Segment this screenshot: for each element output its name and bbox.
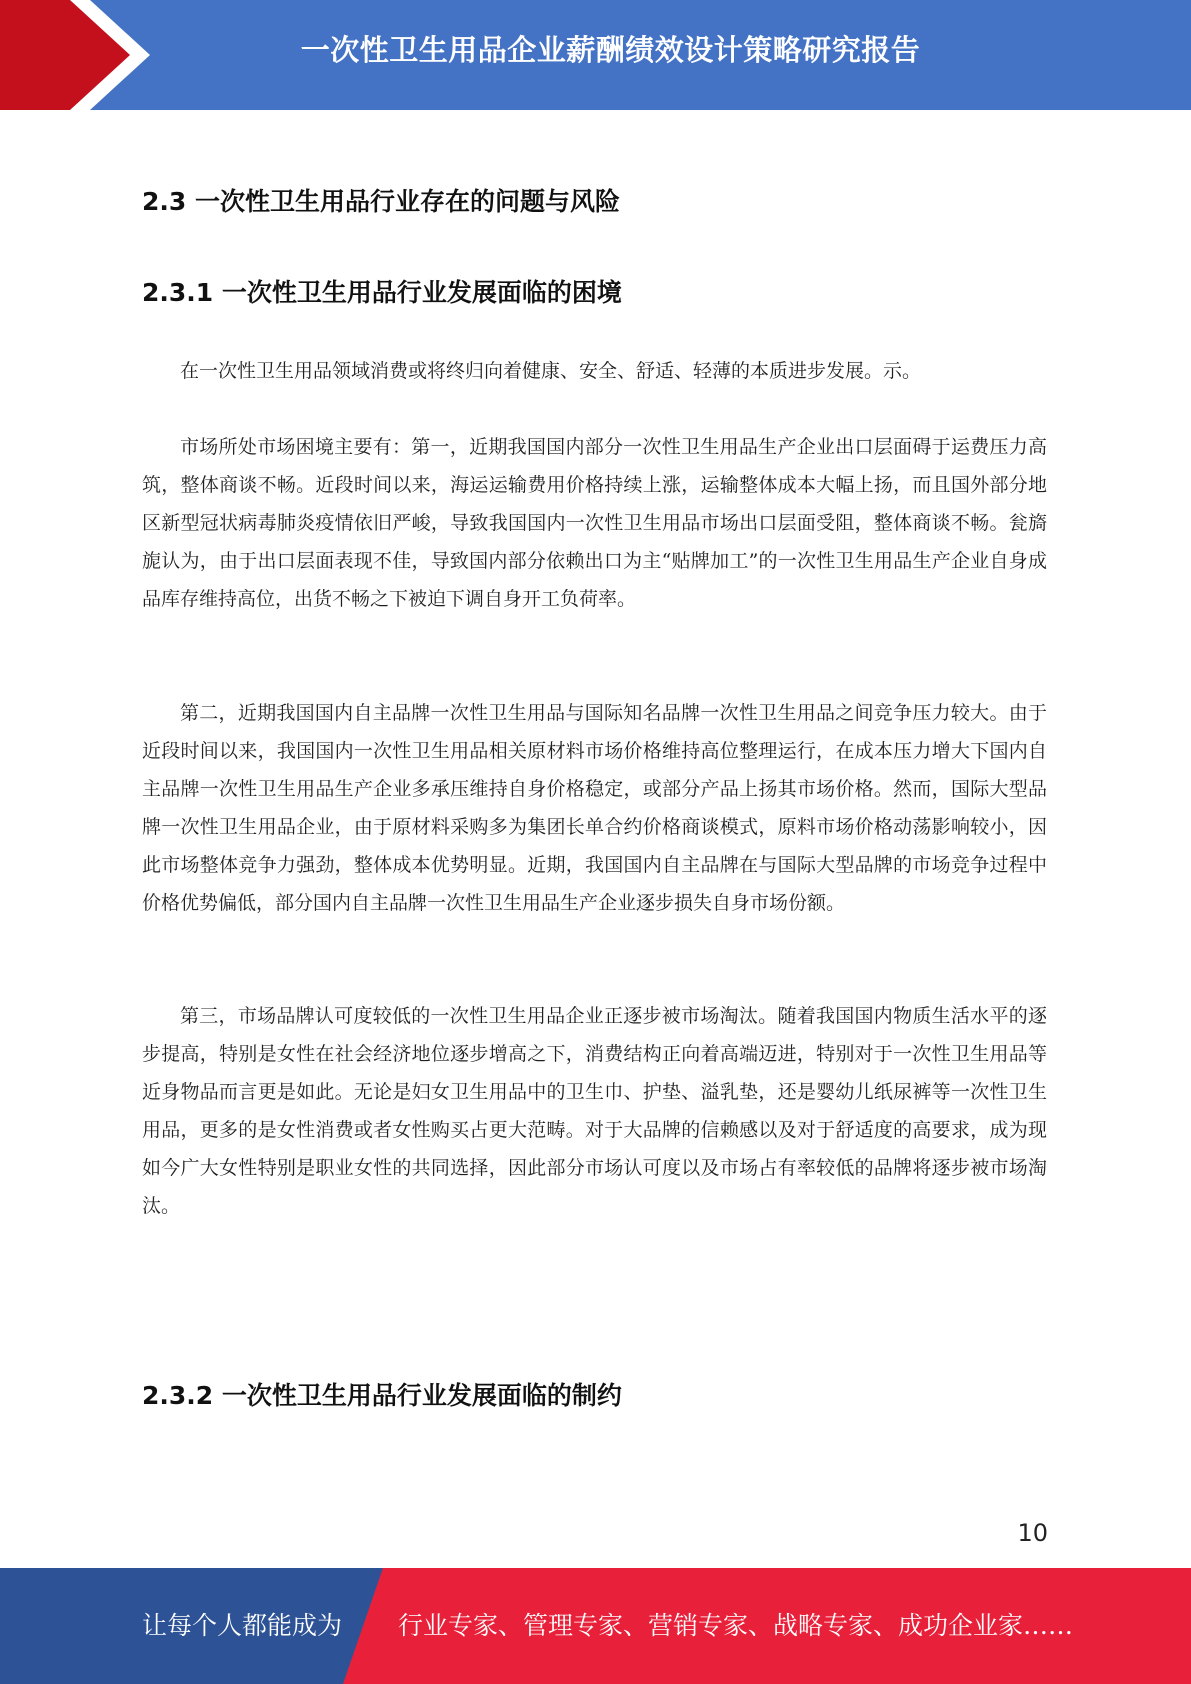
footer-banner xyxy=(0,1568,1191,1684)
subsection-heading-2-3-1: 2.3.1 一次性卫生用品行业发展面临的困境 xyxy=(142,278,622,307)
paragraph: 第二，近期我国国内自主品牌一次性卫生用品与国际知名品牌一次性卫生用品之间竞争压力较大。由于近段时间以来，我国国内一次性卫生用品相关原材料市场价格维持高位整理运行，在成本压力增大下国内自主品牌一次性卫生用品生产企业多承压维持自身价格稳定，或部分产品上扬其市场价格。然而，国际大型品牌一次性卫生用品企业，由于原材料采购多为集团长单合约价格商谈模式，原料市场价格动荡影响较小，因此市场整体竞争力强劲，整体成本优势明显。近期，我国国内自主品牌在与国际大型品牌的市场竞争过程中价格优势偏低，部分国内自主品牌一次性卫生用品生产企业逐步损失自身市场份额。 xyxy=(142,702,1047,914)
paragraph: 第三，市场品牌认可度较低的一次性卫生用品企业正逐步被市场淘汰。随着我国国内物质生活水平的逐步提高，特别是女性在社会经济地位逐步增高之下，消费结构正向着高端迈进，特别对于一次性卫生用品等近身物品而言更是如此。无论是妇女卫生用品中的卫生巾、护垫、溢乳垫，还是婴幼儿纸尿裤等一次性卫生用品，更多的是女性消费或者女性购买占更大范畴。对于大品牌的信赖感以及对于舒适度的高要求，成为现如今广大女性特别是职业女性的共同选择，因此部分市场认可度以及市场占有率较低的品牌将逐步被市场淘汰。 xyxy=(142,1005,1047,1217)
page-number: 10 xyxy=(1017,1519,1048,1547)
paragraph: 在一次性卫生用品领域消费或将终归向着健康、安全、舒适、轻薄的本质进步发展。示。 xyxy=(180,360,922,382)
section-heading: 2.3 一次性卫生用品行业存在的问题与风险 xyxy=(142,187,620,216)
paragraph: 市场所处市场困境主要有：第一，近期我国国内部分一次性卫生用品生产企业出口层面碍于运费压力高筑，整体商谈不畅。近段时间以来，海运运输费用价格持续上涨，运输整体成本大幅上扬，而且国外部分地区新型冠状病毒肺炎疫情依旧严峻，导致我国国内一次性卫生用品市场出口层面受阻，整体商谈不畅。瓮旖旎认为，由于出口层面表现不佳，导致国内部分依赖出口为主“贴牌加工”的一次性卫生用品生产企业自身成品库存维持高位，出货不畅之下被迫下调自身开工负荷率。 xyxy=(142,436,1047,610)
header-banner xyxy=(0,0,1191,110)
footer-slogan-left: 让每个人都能成为 xyxy=(142,1611,343,1640)
subsection-heading-2-3-2: 2.3.2 一次性卫生用品行业发展面临的制约 xyxy=(142,1381,622,1410)
document-title: 一次性卫生用品企业薪酬绩效设计策略研究报告 xyxy=(300,33,921,67)
footer-slogan-right: 行业专家、管理专家、营销专家、战略专家、成功企业家…… xyxy=(398,1611,1074,1640)
